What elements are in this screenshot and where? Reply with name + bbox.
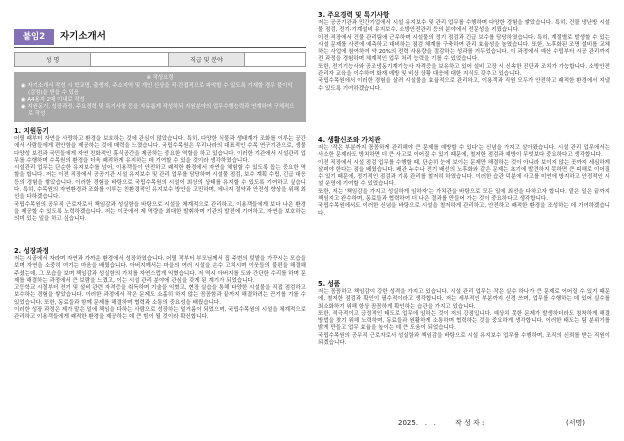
section-paragraph: 저는 '작은 부분까지 꼼꼼하게 관리해야 큰 문제를 예방할 수 있다'는 신념을 가지고 살아왔습니다. 시설 관리 업무에서는 사소한 문제라도 방치하면 더 큰 사고로 이어질 수 있기 때문에, 철저한 점검과 예방이 무엇보다 중요하다고 생각합니다. (318, 145, 610, 159)
section-paragraph: 국립수목원의 공무직 근로자로서 책임감과 성실함을 바탕으로 시설을 체계적으로 관리하고, 이용객들에게 보다 나은 환경을 제공할 수 있도록 노력하겠습니다. 저는 이곳에서 제 역량을 최대한 발휘하며 기관의 발전에 기여하고, 자연을 보호하는 의미 있는 일을 하고 싶습니다. (14, 201, 306, 223)
section-upbringing (14, 247, 306, 367)
guide-item: ◉ A4용지 2매 이내로 작성 (21, 96, 85, 103)
header-divider (14, 47, 306, 48)
name-value-cell (91, 53, 169, 67)
signature-mark: (서명) (566, 419, 585, 427)
author-label: 작 성 자 : (455, 419, 485, 427)
guide-item: ◉ 자기소개서 작성 시 학교명, 출생지, 주소지역 및 개인 신상을 직·간접적으로 파악할 수 있도록 기재할 경우 불이익(감점)을 받을 수 있음 (21, 82, 293, 96)
section-heading: 4. 생활신조와 가치관 (318, 136, 381, 144)
section-paragraph: 저는 꼼꼼하고 책임감이 강한 성격을 가지고 있습니다. 시설 관리 업무는 작은 실수 하나가 큰 문제로 이어질 수 있기 때문에, 철저한 점검과 확인이 필수적이라고 생각합니다. 저는 세부적인 부분까지 신경 쓰며, 업무를 수행하는 데 있어 실수를 최소화하기 위해 항상 꼼꼼하게 확인하는 습관을 가지고 있습니다. (318, 289, 610, 310)
section-career (318, 11, 610, 133)
section-heading: 2. 성장과정 (14, 247, 49, 255)
section-paragraph: 시설관리 업무는 단순한 유지보수를 넘어, 이용객들이 안전하고 쾌적한 환경에서 자연을 체험할 수 있도록 돕는 중요한 역할을 합니다. 저는 이전 직장에서 공공기관 시설 유지보수 및 관리 업무를 담당하며 시설물 점검, 보수 계획 수립, 긴급 대응 등의 경험을 쌓았습니다. 이러한 경험을 바탕으로 국립수목원의 시설이 최상의 상태를 유지할 수 있도록 기여하고 싶습니다. 특히, 수목원의 자연환경과 조화를 이루는 친환경적인 유지보수 방안을 고민하며, 에너지 절약과 안전성 향상을 위해 최선을 다하겠습니다. (14, 165, 306, 201)
document-title: 자기소개서 (60, 31, 106, 42)
section-heading: 3. 주요경력 및 특기사항 (318, 11, 390, 19)
writing-guide-box (14, 72, 306, 122)
section-heading: 5. 성품 (318, 280, 341, 288)
section-paragraph: 국립수목원에서도 이러한 신념을 바탕으로 시설을 철저하게 관리하고, 안전하고 쾌적한 환경을 조성하는 데 기여하겠습니다. (318, 203, 610, 217)
name-label: 성 명 (15, 53, 91, 67)
writing-guide-title: ※ 작성요령 (146, 75, 174, 81)
section-paragraph: 또한, 저는 '책임감을 가지고 성실하게 임하자'는 가치관을 바탕으로 모든 일에 최선을 다하고자 합니다. 맡은 일은 끝까지 책임지고 완수하며, 동료들과 협력하여 더 나은 결과를 만들어 가는 것이 중요하다고 생각합니다. (318, 188, 610, 203)
date-line: 2025. . . (398, 419, 436, 427)
applicant-info-table (14, 52, 306, 67)
section-values (318, 136, 610, 272)
position-value-cell (245, 53, 306, 67)
section-paragraph: 또한, 전기기능사와 공조냉동기계기능사 자격증을 보유하고 있어 설비 고장 시 신속한 진단과 조치가 가능합니다. 소방안전관리자 교육을 이수하여 화재 예방 및 비상 상황 대응에 대한 지식도 갖추고 있습니다. (318, 63, 610, 78)
guide-item: ◉ 지원동기, 성장과정, 주요경력 및 특기사항 등을 자유롭게 작성하되 지원분야의 업무수행능력과 연계하여 구체적으로 작성 (21, 103, 295, 117)
section-character (318, 280, 610, 395)
attachment-badge: 붙임2 (14, 29, 54, 45)
section-paragraph: 국립수목원에서 이러한 경험을 살려 시설물을 효율적으로 관리하고, 이용객과 직원 모두가 안전하고 쾌적한 환경에서 지낼 수 있도록 기여하겠습니다. (318, 78, 610, 92)
section-paragraph: 국립수목원의 공무직 근로자로서 성실함과 책임감을 바탕으로 시설 유지보수 업무를 수행하며, 조직의 신뢰를 받는 직원이 되겠습니다. (318, 332, 610, 347)
section-paragraph: 이전 직장에서 시설 점검 업무를 수행할 때, 단순히 눈에 보이는 문제만 해결하는 것이 아니라 보이지 않는 곳까지 세심하게 살펴야 한다는 점을 배웠습니다. 배관 누수나 전기 배선의 노후화와 같은 문제는 초기에 발견하지 못하면 큰 피해로 이어질 수 있기 때문에, 정기적인 점검과 기록 관리를 철저히 하였습니다. 이러한 습관 덕분에 사고를 미연에 방지하고 안정적인 시설 운영에 기여할 수 있었습니다. (318, 159, 610, 188)
position-label: 직급 및 분야 (169, 53, 245, 67)
section-heading: 1. 지원동기 (14, 127, 49, 135)
section-paragraph: 고등학교 시절부터 전기 및 설비 관련 자격증을 취득하며 기술을 익혔고, 현장 실습을 통해 다양한 시설물을 직접 점검하고 보수하는 경험을 쌓았습니다. 이러한 과정에서 작은 문제도 소홀히 하지 않는 꼼꼼함과 끝까지 해결하려는 끈기를 기를 수 있었습니다. 또한, 동료들과 함께 문제를 해결하며 협력과 소통의 중요성을 배웠습니다. (14, 285, 306, 306)
section-paragraph: 또한, 적극적이고 긍정적인 태도로 업무에 임하는 것이 저의 강점입니다. 예상치 못한 문제가 발생하더라도 침착하게 해결 방법을 찾기 위해 노력하며, 동료들과 원활하게 소통하며 협력하는 것을 중요하게 생각합니다. 이러한 태도는 팀 분위기를 밝게 만들고 업무 효율을 높이는 데 큰 도움이 되었습니다. (318, 310, 610, 332)
section-paragraph: 이러한 성장 과정은 제가 맡은 일에 책임을 다하는 사람으로 성장하는 밑거름이 되었으며, 국립수목원의 시설을 체계적으로 관리하고 이용객들에게 쾌적한 환경을 제공하는 데 큰 힘이 될 것이라 확신합니다. (14, 307, 306, 321)
section-paragraph: 이전 직장에서 건물 관리팀에 근무하며 시설물의 정기 점검과 긴급 보수를 담당하였습니다. 특히, 계절별로 발생할 수 있는 시설 문제를 사전에 예측하고 대비하는 점검 체계를 구축하여 관리 효율성을 높였습니다. 또한, 노후화된 조명 설비를 교체하는 사업에 참여하여 약 20%의 전력 사용량을 절감하는 성과를 거두었습니다. 이 과정에서 예산 수립부터 시공 관리까지 전 과정을 경험하며 체계적인 업무 처리 능력을 기를 수 있었습니다. (318, 34, 610, 63)
applicant-info-row (15, 53, 306, 67)
section-motivation (14, 127, 306, 245)
section-paragraph: 저는 공공기관과 민간기업에서 시설 유지보수 및 관리 업무를 수행하며 다양한 경험을 쌓았습니다. 특히, 건물 냉난방 시설물 점검, 전기·기계설비 유지보수, 소방안전관리 등의 분야에서 전문성을 키웠습니다. (318, 20, 610, 34)
section-paragraph: 저는 시골에서 자라며 자연과 가까운 환경에서 성장하였습니다. 어릴 적부터 부모님께서 집 주변의 텃밭을 가꾸시는 모습을 보며 자연을 소중히 여기는 마음을 배웠습니다. 아버지께서는 마을의 여러 시설을 손수 고치시며 이웃들의 불편을 해결해 주셨는데, 그 모습을 보며 책임감과 성실함의 가치를 자연스럽게 익혔습니다. 저 역시 아버지를 도와 간단한 수리를 하며 문제를 해결하는 과정에서 큰 보람을 느꼈고, 이는 시설 관리 분야에 관심을 갖게 된 계기가 되었습니다. (14, 256, 306, 284)
section-paragraph: 어릴 때부터 자연을 사랑하고 환경을 보호하는 것에 관심이 많았습니다. 특히, 다양한 식물과 생태계가 조화를 이루는 공간에서 사람들에게 편안함을 제공하는 것에 매력을 느꼈습니다. 국립수목원은 우리나라의 대표적인 수목 연구기관으로, 생물다양성 보전과 국민들에게 자연 친화적인 휴식공간을 제공하는 중요한 역할을 하고 있습니다. 이러한 기관에서 시설관리 업무를 수행하며 수목원의 환경을 더욱 쾌적하게 유지하는 데 기여할 수 있을 것이라 생각하였습니다. (14, 136, 306, 164)
